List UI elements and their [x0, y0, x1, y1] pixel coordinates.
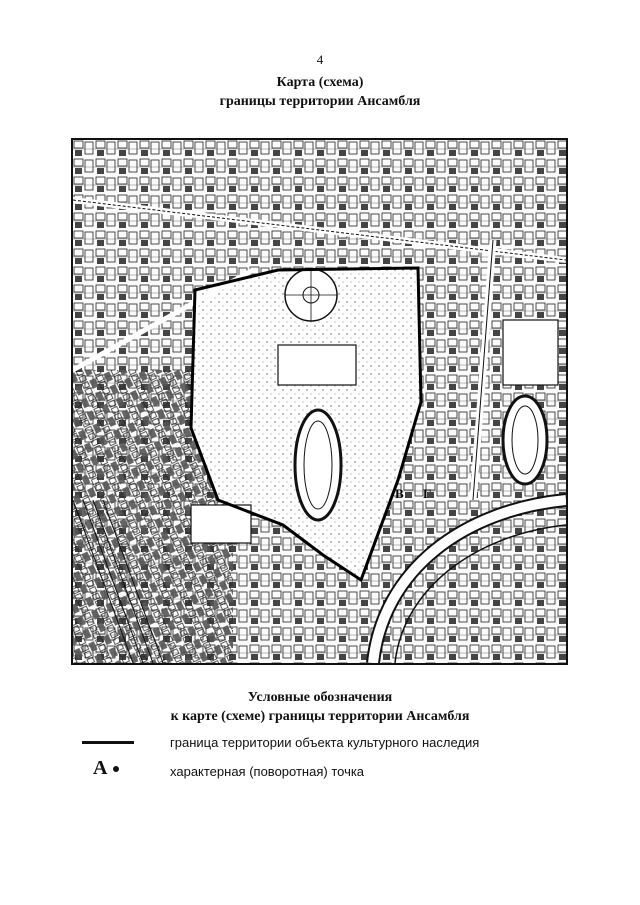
map-title-line-2: границы территории Ансамбля [219, 94, 421, 109]
point-label-v: В [395, 486, 404, 501]
legend-title [0, 688, 640, 726]
stadium-park [295, 410, 341, 520]
legend-point-letter: А [93, 757, 108, 779]
legend-point-label: характерная (поворотная) точка [170, 764, 365, 779]
page-number: 4 [316, 52, 324, 67]
legend-point-symbol [93, 757, 119, 780]
map-image [71, 138, 568, 665]
map-title-line-1: Карта (схема) [276, 75, 364, 90]
legend-boundary-label: граница территории объекта культурного наследия [170, 735, 480, 750]
point-label-g: Г [423, 486, 432, 501]
point-dot-icon [113, 766, 119, 772]
east-building [503, 320, 558, 385]
map-title [0, 73, 640, 111]
legend-boundary-line-symbol [82, 741, 134, 744]
legend-title-line-2: к карте (схеме) границы территории Ансамбля [170, 709, 470, 724]
map-drawing [73, 140, 566, 663]
legend-title-line-1: Условные обозначения [247, 690, 393, 705]
stadium-east [503, 396, 547, 484]
park-building [278, 345, 356, 385]
